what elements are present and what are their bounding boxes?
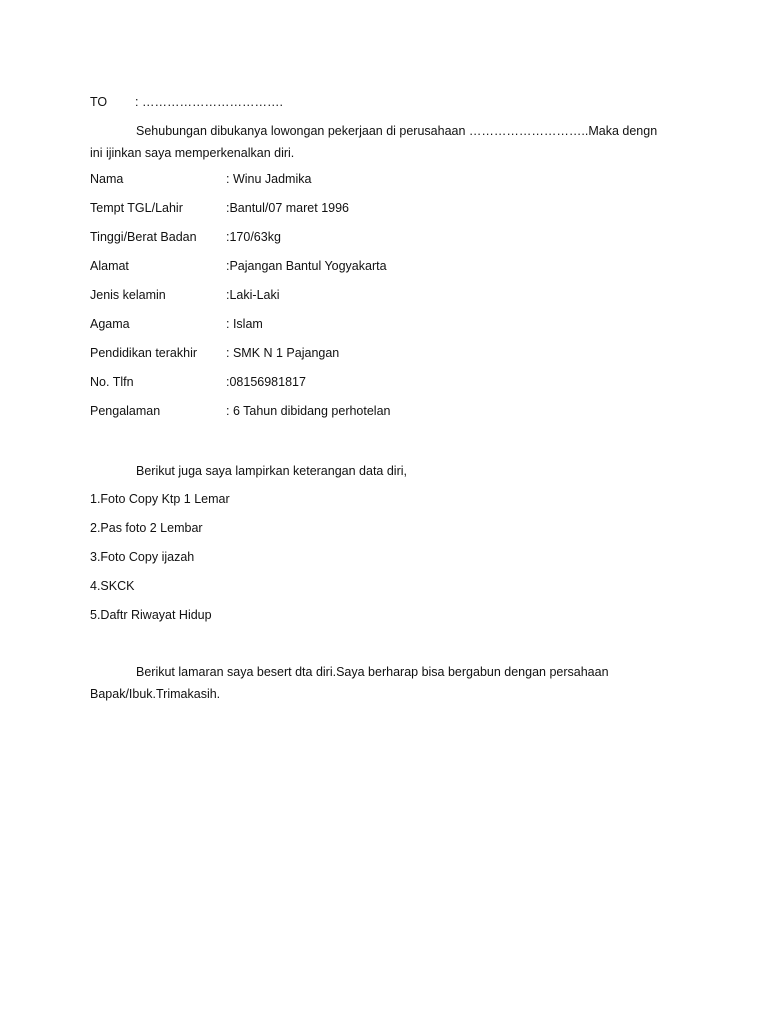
list-item: 2.Pas foto 2 Lembar: [90, 521, 203, 535]
field-row-nama: [90, 168, 391, 197]
field-value: :Bantul/07 maret 1996: [226, 201, 349, 215]
field-label: Jenis kelamin: [90, 288, 166, 302]
recipient-value: : …………………………….: [135, 95, 283, 109]
field-label: Agama: [90, 317, 130, 331]
personal-data-fields: [90, 168, 391, 429]
recipient-label: TO: [90, 95, 108, 109]
closing-text: Berikut lamaran saya besert dta diri.Saya berharap bisa bergabun dengan persahaan Bapak/Ibuk.Trimakasih.: [90, 665, 609, 701]
field-value: :08156981817: [226, 375, 306, 389]
field-row-education: [90, 342, 391, 371]
field-label: Pendidikan terakhir: [90, 346, 198, 360]
field-row-gender: [90, 284, 391, 313]
attachments-intro: Berikut juga saya lampirkan keterangan data diri,: [136, 464, 407, 478]
intro-paragraph: [90, 120, 670, 164]
list-item: 4.SKCK: [90, 579, 135, 593]
field-label: Tempt TGL/Lahir: [90, 201, 183, 215]
field-value: : SMK N 1 Pajangan: [226, 346, 340, 360]
field-row-phone: [90, 371, 391, 400]
field-value: : 6 Tahun dibidang perhotelan: [226, 404, 391, 418]
field-row-birth: [90, 197, 391, 226]
list-item: 5.Daftr Riwayat Hidup: [90, 608, 212, 622]
field-row-height-weight: [90, 226, 391, 255]
attachments-list: [90, 488, 230, 633]
field-value: :Pajangan Bantul Yogyakarta: [226, 259, 387, 273]
field-row-religion: [90, 313, 391, 342]
intro-text: Sehubungan dibukanya lowongan pekerjaan di perusahaan ………………………..Maka dengn ini ijinkan saya memperkenalkan diri.: [90, 124, 658, 160]
field-label: Pengalaman: [90, 404, 161, 418]
field-row-experience: [90, 400, 391, 429]
field-label: Alamat: [90, 259, 129, 273]
field-value: : Islam: [226, 317, 263, 331]
field-row-address: [90, 255, 391, 284]
field-value: :Laki-Laki: [226, 288, 280, 302]
field-label: Tinggi/Berat Badan: [90, 230, 197, 244]
field-value: : Winu Jadmika: [226, 172, 312, 186]
field-label: No. Tlfn: [90, 375, 134, 389]
list-item: 1.Foto Copy Ktp 1 Lemar: [90, 492, 230, 506]
field-value: :170/63kg: [226, 230, 281, 244]
field-label: Nama: [90, 172, 124, 186]
recipient-line: [90, 91, 283, 113]
list-item: 3.Foto Copy ijazah: [90, 550, 195, 564]
closing-paragraph: [90, 661, 670, 705]
